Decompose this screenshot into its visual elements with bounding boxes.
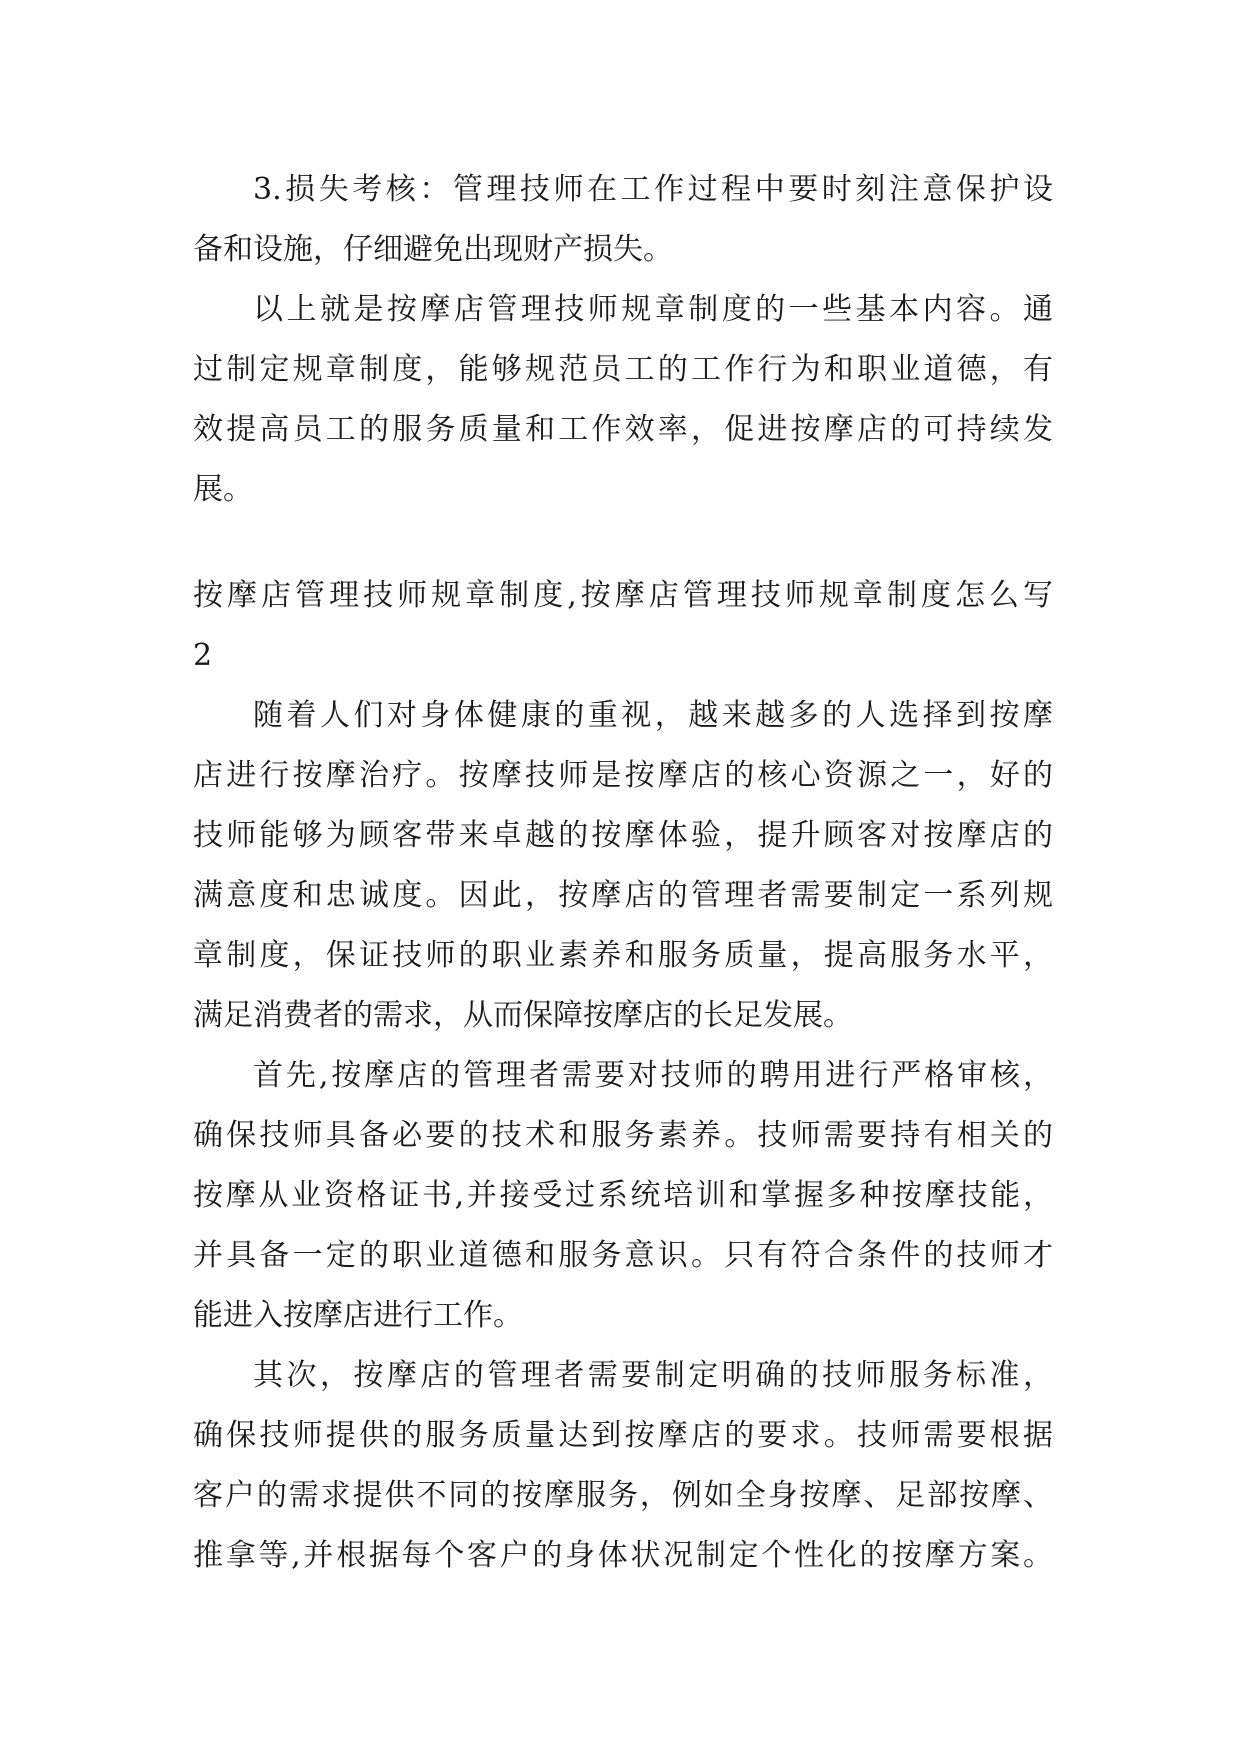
text-line: 其次，按摩店的管理者需要制定明确的技师服务标准， [253, 1358, 1053, 1393]
text-line: 满足消费者的需求，从而保障按摩店的长足发展。 [193, 998, 853, 1033]
text-line: 客户的需求提供不同的按摩服务，例如全身按摩、足部按摩、 [193, 1478, 1053, 1513]
text-line: 并具备一定的职业道德和服务意识。只有符合条件的技师才 [193, 1238, 1053, 1273]
text-line: 展。 [193, 472, 253, 507]
text-line: 推拿等,并根据每个客户的身体状况制定个性化的按摩方案。 [193, 1538, 1053, 1573]
text-line: 备和设施，仔细避免出现财产损失。 [193, 232, 673, 267]
paragraph-introduction [193, 686, 1053, 1046]
text-line: 店进行按摩治疗。按摩技师是按摩店的核心资源之一，好的 [193, 758, 1053, 793]
text-line: 满意度和忠诚度。因此，按摩店的管理者需要制定一系列规 [193, 878, 1053, 913]
section-gap [193, 520, 1053, 566]
paragraph-hiring [193, 1046, 1053, 1346]
document-body [193, 160, 1053, 1586]
paragraph-summary [193, 280, 1053, 520]
text-line: 按摩从业资格证书,并接受过系统培训和掌握多种按摩技能， [193, 1178, 1053, 1213]
heading-number: 2 [193, 638, 213, 673]
paragraph-loss-assessment [193, 160, 1053, 280]
text-line: 随着人们对身体健康的重视，越来越多的人选择到按摩 [253, 698, 1053, 733]
text-line: 确保技师提供的服务质量达到按摩店的要求。技师需要根据 [193, 1418, 1053, 1453]
text-line: 以上就是按摩店管理技师规章制度的一些基本内容。通 [253, 292, 1053, 327]
section-heading [193, 566, 1053, 686]
text-line: 章制度，保证技师的职业素养和服务质量，提高服务水平， [193, 938, 1053, 973]
heading-line: 按摩店管理技师规章制度,按摩店管理技师规章制度怎么写 [193, 578, 1053, 613]
paragraph-service-standards [193, 1346, 1053, 1586]
text-line: 3.损失考核：管理技师在工作过程中要时刻注意保护设 [253, 172, 1053, 207]
text-line: 首先,按摩店的管理者需要对技师的聘用进行严格审核， [253, 1058, 1053, 1093]
text-line: 确保技师具备必要的技术和服务素养。技师需要持有相关的 [193, 1118, 1053, 1153]
text-line: 能进入按摩店进行工作。 [193, 1298, 523, 1333]
text-line: 效提高员工的服务质量和工作效率，促进按摩店的可持续发 [193, 412, 1053, 447]
text-line: 技师能够为顾客带来卓越的按摩体验，提升顾客对按摩店的 [193, 818, 1053, 853]
text-line: 过制定规章制度，能够规范员工的工作行为和职业道德，有 [193, 352, 1053, 387]
